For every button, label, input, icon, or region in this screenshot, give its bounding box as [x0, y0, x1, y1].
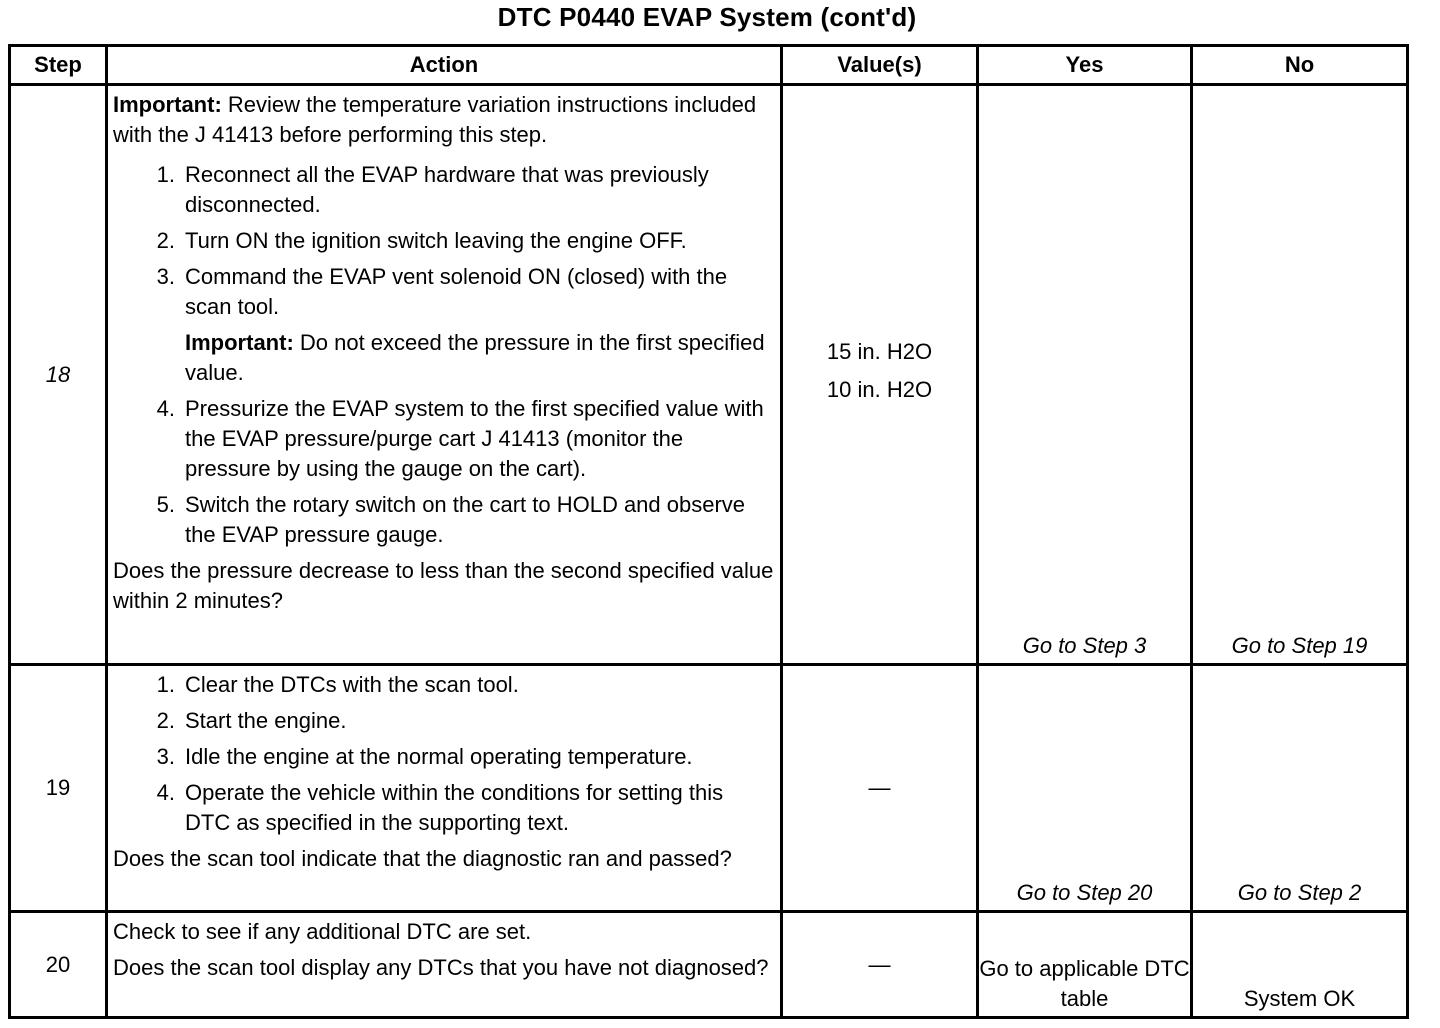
- step-number: 20: [10, 912, 107, 1018]
- header-values: Value(s): [782, 46, 978, 85]
- step-number: 19: [10, 665, 107, 912]
- values-cell: [782, 85, 978, 665]
- list-item: 2. Start the engine.: [156, 708, 347, 733]
- table-row-step-18: [10, 85, 1408, 665]
- list-item: 1. Clear the DTCs with the scan tool.: [156, 672, 519, 697]
- important-text: Review the temperature variation instructions included with the J 41413 before performing this step.: [113, 92, 757, 147]
- yes-cell: Go to applicable DTC table: [978, 912, 1192, 1018]
- page-title: DTC P0440 EVAP System (cont'd): [497, 2, 917, 32]
- list-item: 4. Operate the vehicle within the conditions for setting this DTC as specified in the supporting text.: [156, 780, 724, 835]
- value-first: 15 in. H2O: [826, 338, 933, 364]
- list-item: 3. Command the EVAP vent solenoid ON (closed) with the scan tool.: [156, 264, 728, 319]
- check-text: Check to see if any additional DTC are set.: [113, 919, 532, 944]
- action-cell: [107, 85, 782, 665]
- no-cell: Go to Step 2: [1192, 665, 1408, 912]
- yes-cell: Go to Step 20: [978, 665, 1192, 912]
- dtc-table: [8, 44, 1409, 1019]
- question-text: Does the scan tool indicate that the diagnostic ran and passed?: [113, 846, 732, 871]
- yes-cell: Go to Step 3: [978, 85, 1192, 665]
- list-item: 4. Pressurize the EVAP system to the first specified value with the EVAP pressure/purge cart J 41413 (monitor the pressure by using the gauge on the cart).: [156, 396, 764, 481]
- header-step: Step: [10, 46, 107, 85]
- action-cell: [107, 665, 782, 912]
- step-number: 18: [10, 85, 107, 665]
- values-cell: —: [782, 665, 978, 912]
- value-second: 10 in. H2O: [826, 376, 933, 402]
- header-action: Action: [107, 46, 782, 85]
- inner-important-note: Important: Do not exceed the pressure in the first specified value.: [185, 330, 765, 385]
- important-label: Important:: [113, 92, 222, 117]
- list-item: 1. Reconnect all the EVAP hardware that was previously disconnected.: [156, 162, 709, 217]
- values-cell: —: [782, 912, 978, 1018]
- action-cell: [107, 912, 782, 1018]
- table-row-step-20: [10, 912, 1408, 1018]
- no-cell: Go to Step 19: [1192, 85, 1408, 665]
- header-no: No: [1192, 46, 1408, 85]
- list-item: 2. Turn ON the ignition switch leaving the engine OFF.: [156, 228, 687, 253]
- question-text: Does the scan tool display any DTCs that you have not diagnosed?: [113, 955, 769, 980]
- table-row-step-19: [10, 665, 1408, 912]
- list-item: 3. Idle the engine at the normal operating temperature.: [156, 744, 693, 769]
- no-cell: System OK: [1192, 912, 1408, 1018]
- list-item: 5. Switch the rotary switch on the cart to HOLD and observe the EVAP pressure gauge.: [156, 492, 746, 547]
- header-yes: Yes: [978, 46, 1192, 85]
- header-row: [10, 46, 1408, 85]
- important-note: [113, 90, 774, 150]
- question-text: Does the pressure decrease to less than the second specified value within 2 minutes?: [113, 558, 774, 613]
